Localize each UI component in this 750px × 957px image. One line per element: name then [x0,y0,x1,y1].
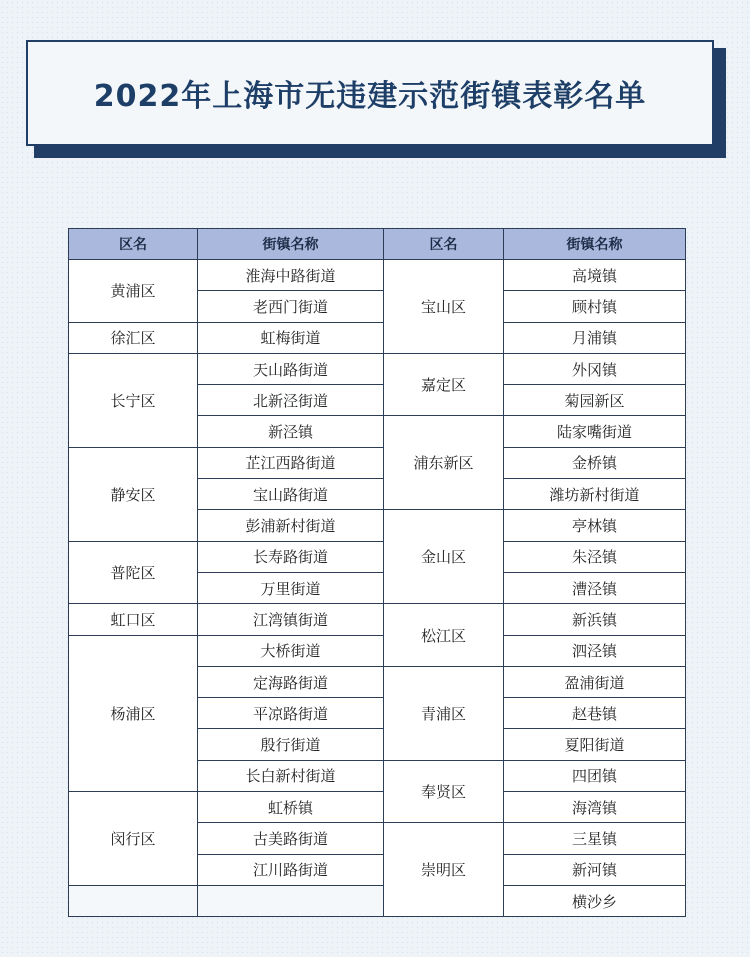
town-cell: 定海路街道 [198,666,384,697]
town-cell: 海湾镇 [504,792,686,823]
town-cell: 淮海中路街道 [198,260,384,291]
table-row [69,541,686,572]
table-row [69,353,686,384]
town-cell: 盈浦街道 [504,666,686,697]
town-cell: 老西门街道 [198,291,384,322]
town-cell: 潍坊新村街道 [504,479,686,510]
district-cell: 嘉定区 [384,353,504,416]
district-cell: 闵行区 [69,792,198,886]
district-cell: 金山区 [384,510,504,604]
town-cell: 彭浦新村街道 [198,510,384,541]
header-town-left: 街镇名称 [198,229,384,260]
town-cell: 顾村镇 [504,291,686,322]
table-row [69,322,686,353]
town-cell: 北新泾街道 [198,385,384,416]
town-cell: 泗泾镇 [504,635,686,666]
town-cell: 新河镇 [504,854,686,885]
district-cell: 杨浦区 [69,635,198,791]
district-cell: 虹口区 [69,604,198,635]
town-cell: 宝山路街道 [198,479,384,510]
page-title: 2022年上海市无违建示范街镇表彰名单 [93,79,647,114]
town-cell: 横沙乡 [504,885,686,916]
town-cell: 新浜镇 [504,604,686,635]
town-cell: 陆家嘴街道 [504,416,686,447]
town-cell: 漕泾镇 [504,572,686,603]
town-cell: 江湾镇街道 [198,604,384,635]
town-cell: 长白新村街道 [198,760,384,791]
district-cell: 静安区 [69,447,198,541]
header-town-right: 街镇名称 [504,229,686,260]
district-cell: 徐汇区 [69,322,198,353]
town-cell: 新泾镇 [198,416,384,447]
town-cell: 外冈镇 [504,353,686,384]
district-cell: 青浦区 [384,666,504,760]
town-cell: 亭林镇 [504,510,686,541]
district-cell: 黄浦区 [69,260,198,323]
district-cell: 宝山区 [384,260,504,354]
town-cell: 长寿路街道 [198,541,384,572]
town-cell: 江川路街道 [198,854,384,885]
district-cell: 长宁区 [69,353,198,447]
table-row [69,792,686,823]
table-row [69,604,686,635]
district-cell: 浦东新区 [384,416,504,510]
table-row [69,260,686,291]
town-cell: 虹梅街道 [198,322,384,353]
town-cell: 殷行街道 [198,729,384,760]
empty-district-cell [69,885,198,916]
town-cell: 高境镇 [504,260,686,291]
district-cell: 奉贤区 [384,760,504,823]
town-cell: 赵巷镇 [504,698,686,729]
town-cell: 虹桥镇 [198,792,384,823]
town-cell: 菊园新区 [504,385,686,416]
town-cell: 天山路街道 [198,353,384,384]
town-cell: 三星镇 [504,823,686,854]
header-row [69,229,686,260]
town-cell: 月浦镇 [504,322,686,353]
header-district-right: 区名 [384,229,504,260]
table-body [69,260,686,917]
empty-town-cell [198,885,384,916]
table-row [69,635,686,666]
header-district-left: 区名 [69,229,198,260]
title-banner [26,40,714,146]
town-cell: 四团镇 [504,760,686,791]
town-cell: 朱泾镇 [504,541,686,572]
district-cell: 崇明区 [384,823,504,917]
table-row [69,447,686,478]
town-cell: 芷江西路街道 [198,447,384,478]
town-cell: 金桥镇 [504,447,686,478]
town-cell: 平凉路街道 [198,698,384,729]
table-row [69,885,686,916]
district-cell: 松江区 [384,604,504,667]
town-cell: 大桥街道 [198,635,384,666]
district-cell: 普陀区 [69,541,198,604]
town-cell: 古美路街道 [198,823,384,854]
commendation-table [68,228,686,917]
town-cell: 万里街道 [198,572,384,603]
town-cell: 夏阳街道 [504,729,686,760]
